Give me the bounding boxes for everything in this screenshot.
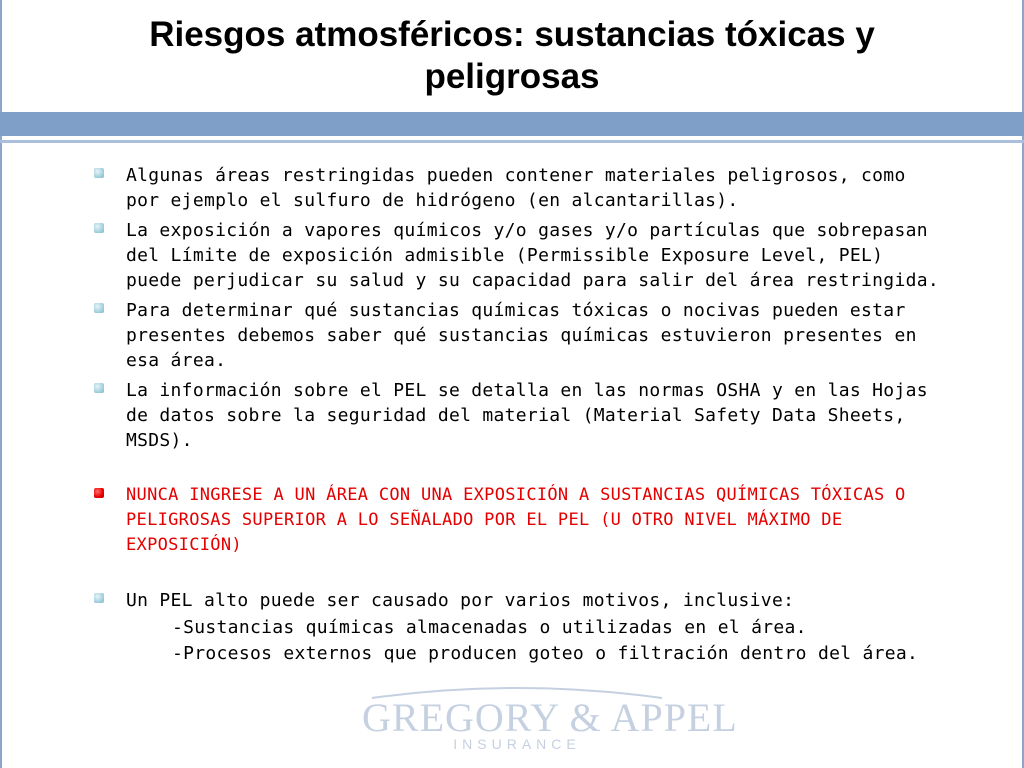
logo-name: GREGORY & APPEL xyxy=(362,695,738,740)
bullet-text: Para determinar qué sustancias químicas tóxicas o nocivas pueden estar presentes debemos saber qué sustancias químicas estuvieron presentes en esa área. xyxy=(126,300,917,371)
slide-title: Riesgos atmosféricos: sustancias tóxicas y peligrosas xyxy=(149,15,875,96)
logo-subtitle: INSURANCE xyxy=(453,736,581,752)
title-area xyxy=(0,0,1024,112)
bullet-icon xyxy=(94,383,104,393)
warning-text: NUNCA INGRESE A UN ÁREA CON UNA EXPOSICIÓN A SUSTANCIAS QUÍMICAS TÓXICAS O PELIGROSAS SUPERIOR A LO SEÑALADO POR EL PEL (U OTRO NIVEL MÁXIMO DE EXPOSICIÓN) xyxy=(126,485,906,555)
sub-item: -Procesos externos que producen goteo o filtración dentro del área. xyxy=(172,643,919,664)
bullet-text: La exposición a vapores químicos y/o gases y/o partículas que sobrepasan del Límite de exposición admisible (Permissible Exposure Level, PEL) puede perjudicar su salud y su capacidad para salir del área restringida. xyxy=(126,220,939,291)
bullet-text: Algunas áreas restringidas pueden contener materiales peligrosos, como por ejemplo el sulfuro de hidrógeno (en alcantarillas). xyxy=(126,165,906,211)
bullet-item xyxy=(92,378,942,453)
warning-bullet-icon xyxy=(94,488,104,498)
bullet-icon xyxy=(94,168,104,178)
header-band-thin xyxy=(0,140,1024,143)
warning-item xyxy=(92,483,942,558)
sub-item: -Sustancias químicas almacenadas o utilizadas en el área. xyxy=(172,617,807,638)
bullet-item xyxy=(92,218,942,293)
company-logo xyxy=(362,680,738,768)
bullet-icon xyxy=(94,223,104,233)
bullet-icon xyxy=(94,303,104,313)
bullet-text: Un PEL alto puede ser causado por varios motivos, inclusive: xyxy=(126,590,795,611)
bullet-text: La información sobre el PEL se detalla en las normas OSHA y en las Hojas de datos sobre la seguridad del material (Material Safety Data Sheets, MSDS). xyxy=(126,380,928,451)
bullet-item xyxy=(92,588,942,613)
bullet-icon xyxy=(94,593,104,603)
bullet-item xyxy=(92,163,942,213)
header-band xyxy=(0,112,1024,136)
slide-content xyxy=(92,163,942,667)
bullet-item xyxy=(92,298,942,373)
